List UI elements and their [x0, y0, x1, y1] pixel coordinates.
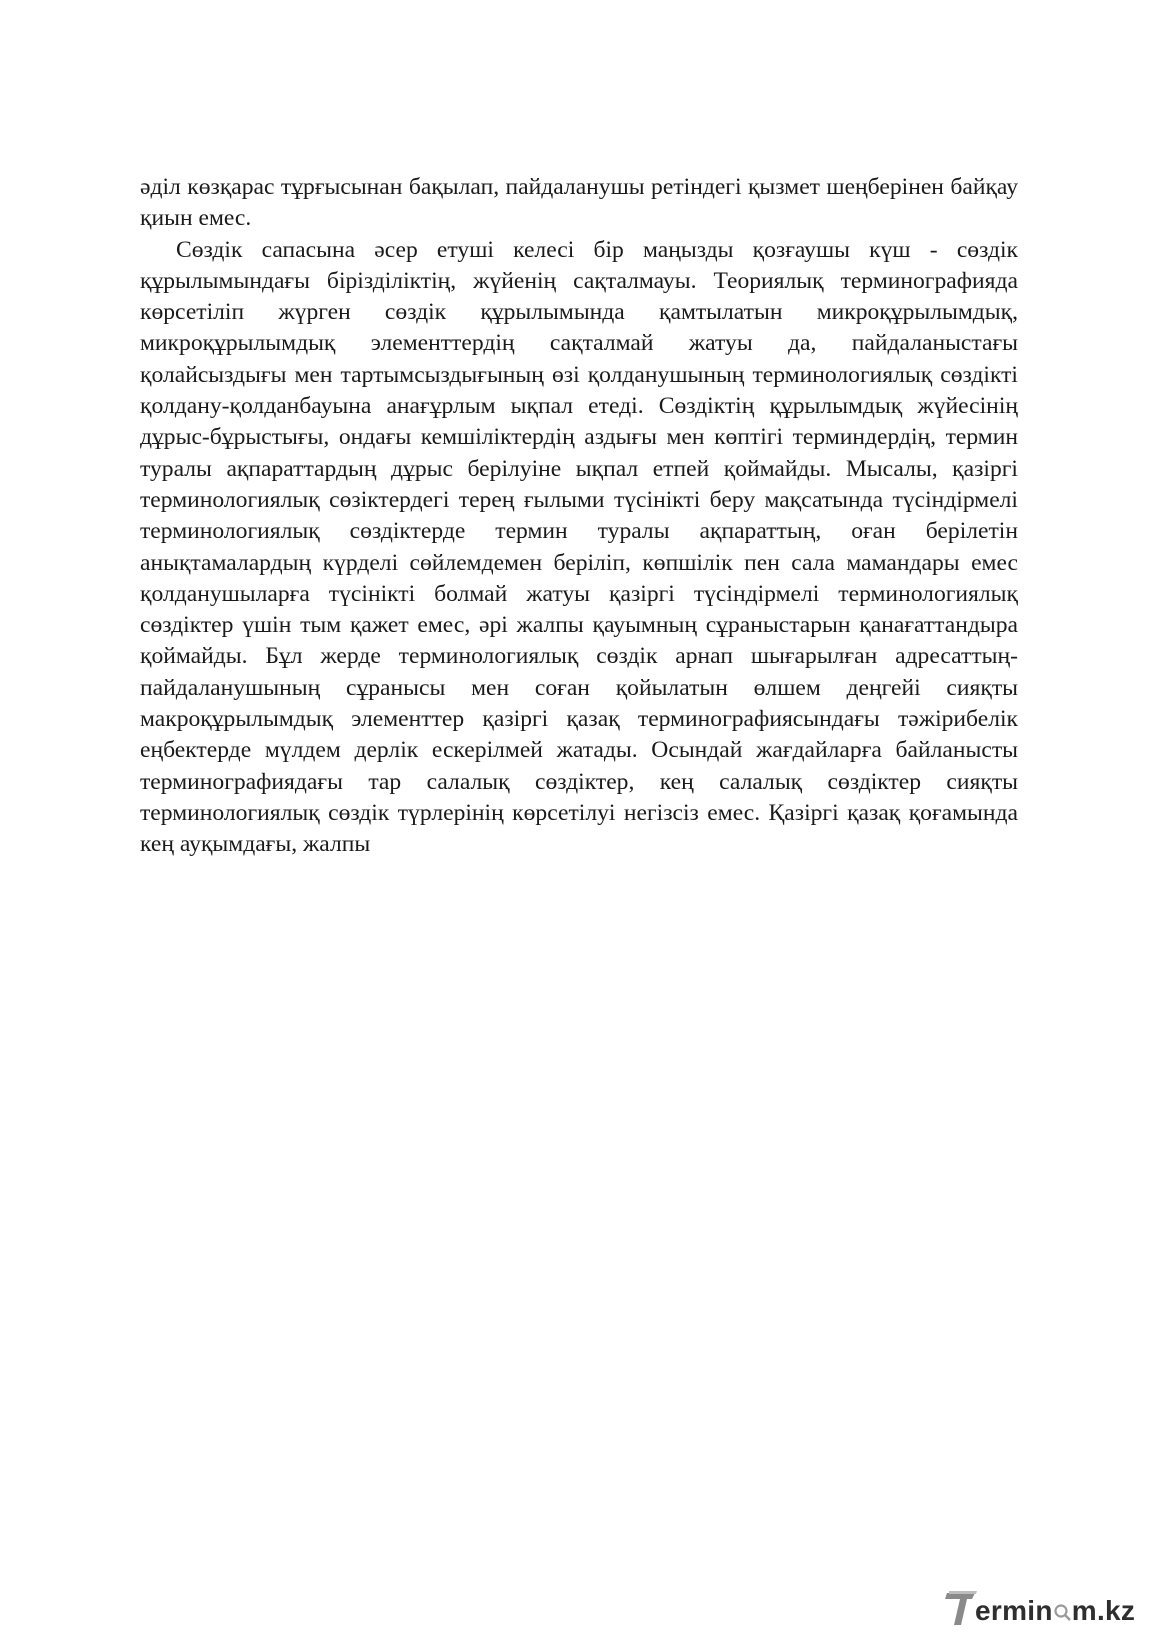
document-body — [140, 172, 1018, 861]
termincom-watermark — [945, 1585, 1151, 1629]
termincom-logo-icon — [945, 1585, 979, 1629]
watermark-text — [975, 1595, 1135, 1627]
watermark-text-part-1: ermin — [975, 1595, 1053, 1626]
watermark-text-part-2: m.kz — [1071, 1595, 1136, 1626]
paragraph-1: әділ көзқарас тұрғысынан бақылап, пайдаланушы ретіндегі қызмет шеңберінен байқау қиын емес. — [140, 174, 1018, 232]
paragraph-2: Сөздік сапасына әсер етуші келесі бір маңызды қозғаушы күш - сөздік құрылымындағы бірізділіктің, жүйенің сақталмауы. Теориялық терминографияда көрсетіліп жүрген сөздік құрылымында қамтылатын микроқұрылымдық, микроқұрылымдық элементтердің сақталмай жатуы да, пайдаланыстағы қолайсыздығы мен тартымсыздығының өзі қолданушының терминологиялық сөздікті қолдану-қолданбауына анағұрлым ықпал етеді. Сөздіктің құрылымдық жүйесінің дұрыс-бұрыстығы, ондағы кемшіліктердің аздығы мен көптігі терминдердің, термин туралы ақпараттардың дұрыс берілуіне ықпал етпей қоймайды. Мысалы, қазіргі терминологиялық сөзіктердегі терең ғылыми түсінікті беру мақсатында түсіндірмелі терминологиялық сөздіктерде термин туралы ақпараттың, оған берілетін анықтамалардың күрделі сөйлемдемен беріліп, көпшілік пен сала мамандары емес қолданушыларға түсінікті болмай жатуы қазіргі түсіндірмелі терминологиялық сөздіктер үшін тым қажет емес, әрі жалпы қауымның сұраныстарын қанағаттандыра қоймайды. Бұл жерде терминологиялық сөздік арнап шығарылған адресаттың-пайдаланушының сұранысы мен соған қойылатын өлшем деңгейі сияқты макроқұрылымдық элементтер қазіргі қазақ терминографиясындағы тәжірибелік еңбектерде мүлдем дерлік ескерілмей жатады. Осындай жағдайларға байланысты терминографиядағы тар салалық сөздіктер, кең салалық сөздіктер сияқты терминологиялық сөздік түрлерінің көрсетілуі негізсіз емес. Қазіргі қазақ қоғамында кең ауқымдағы, жалпы — [140, 236, 1018, 858]
magnifier-icon — [1054, 1596, 1071, 1613]
